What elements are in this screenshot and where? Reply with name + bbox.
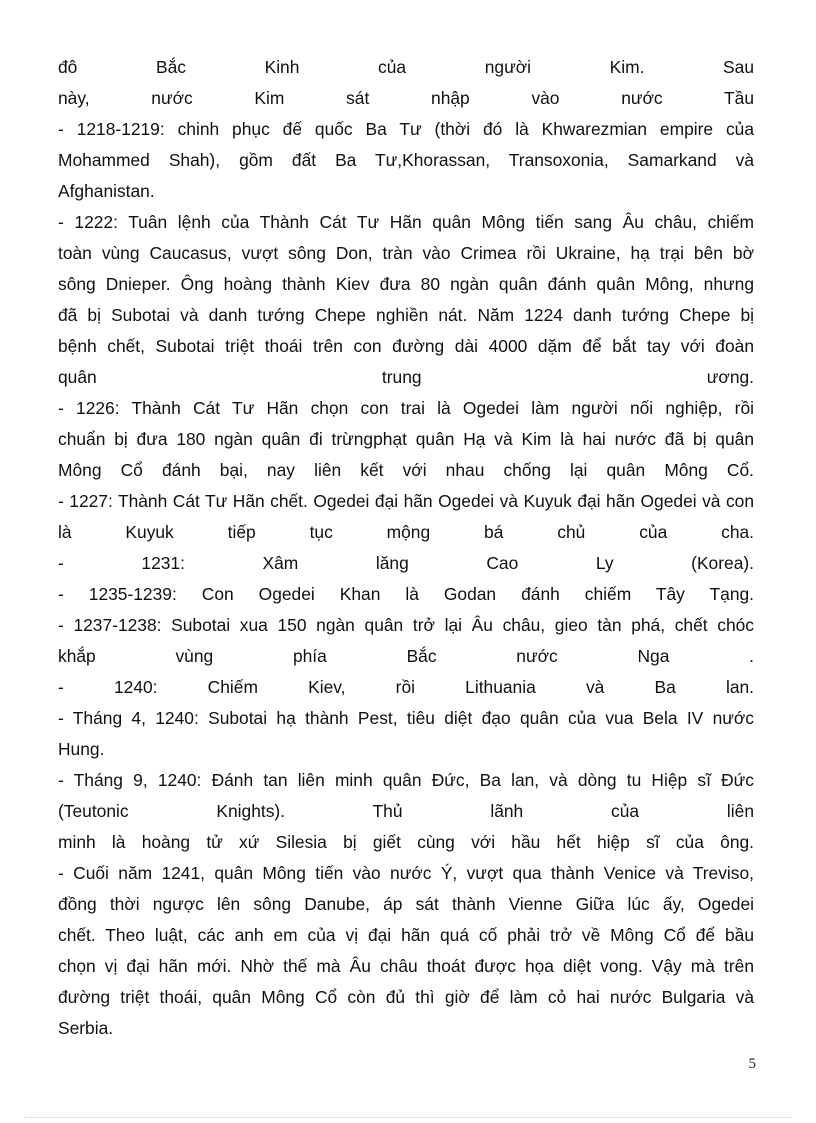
text-line: quân trung ương. <box>58 367 754 387</box>
text-line: - 1222: Tuân lệnh của Thành Cát Tư Hãn quân Mông tiến sang Âu châu, chiếm <box>58 212 754 232</box>
page-number: 5 <box>748 1056 756 1072</box>
text-line: - 1218-1219: chinh phục đế quốc Ba Tư (thời đó là Khwarezmian empire của <box>58 119 754 139</box>
text-line: Afghanistan. <box>58 181 155 201</box>
text-line: này, nước Kim sát nhập vào nước Tầu <box>58 88 754 108</box>
page-bottom-rule <box>24 1117 792 1118</box>
text-line: sông Dnieper. Ông hoàng thành Kiev đưa 80 ngàn quân đánh quân Mông, nhưng <box>58 274 754 294</box>
text-line: toàn vùng Caucasus, vượt sông Don, tràn vào Crimea rồi Ukraine, hạ trại bên bờ <box>58 243 754 263</box>
text-line: - 1240: Chiếm Kiev, rồi Lithuania và Ba lan. <box>58 677 754 697</box>
text-line: - 1227: Thành Cát Tư Hãn chết. Ogedei đại hãn Ogedei và Kuyuk đại hãn Ogedei và con <box>58 491 754 511</box>
text-line: khắp vùng phía Bắc nước Nga . <box>58 646 754 666</box>
body-text <box>58 52 754 1044</box>
text-line: - 1231: Xâm lăng Cao Ly (Korea). <box>58 553 754 573</box>
text-line: Mông Cổ đánh bại, nay liên kết với nhau chống lại quân Mông Cổ. <box>58 460 754 480</box>
text-line: bệnh chết, Subotai triệt thoái trên con đường dài 4000 dặm để bắt tay với đoàn <box>58 336 754 356</box>
text-line: đã bị Subotai và danh tướng Chepe nghiền nát. Năm 1224 danh tướng Chepe bị <box>58 305 754 325</box>
text-line: - 1237-1238: Subotai xua 150 ngàn quân trở lại Âu châu, gieo tàn phá, chết chóc <box>58 615 754 635</box>
text-line: chết. Theo luật, các anh em của vị đại hãn quá cố phải trở về Mông Cổ để bầu <box>58 925 754 945</box>
text-line: đô Bắc Kinh của người Kim. Sau <box>58 57 754 77</box>
text-line: đường triệt thoái, quân Mông Cổ còn đủ thì giờ để làm cỏ hai nước Bulgaria và <box>58 987 754 1007</box>
text-line: Mohammed Shah), gồm đất Ba Tư,Khorassan, Transoxonia, Samarkand và <box>58 150 754 170</box>
text-line: - 1226: Thành Cát Tư Hãn chọn con trai là Ogedei làm người nối nghiệp, rồi <box>58 398 754 418</box>
text-line: Hung. <box>58 739 105 759</box>
text-line: - Cuối năm 1241, quân Mông tiến vào nước Ý, vượt qua thành Venice và Treviso, <box>58 863 754 883</box>
text-line: (Teutonic Knights). Thủ lãnh của liên <box>58 801 754 821</box>
text-line: Serbia. <box>58 1018 114 1038</box>
text-line: - 1235-1239: Con Ogedei Khan là Godan đánh chiếm Tây Tạng. <box>58 584 754 604</box>
text-line: - Tháng 4, 1240: Subotai hạ thành Pest, tiêu diệt đạo quân của vua Bela IV nước <box>58 708 754 728</box>
text-line: chọn vị đại hãn mới. Nhờ thế mà Âu châu thoát được họa diệt vong. Vậy mà trên <box>58 956 754 976</box>
text-line: - Tháng 9, 1240: Đánh tan liên minh quân Đức, Ba lan, và dòng tu Hiệp sĩ Đức <box>58 770 754 790</box>
text-line: chuẩn bị đưa 180 ngàn quân đi trừngphạt quân Hạ và Kim là hai nước đã bị quân <box>58 429 754 449</box>
text-line: là Kuyuk tiếp tục mộng bá chủ của cha. <box>58 522 754 542</box>
text-line: đồng thời ngược lên sông Danube, áp sát thành Vienne Giữa lúc ấy, Ogedei <box>58 894 754 914</box>
text-line: minh là hoàng tử xứ Silesia bị giết cùng với hầu hết hiệp sĩ của ông. <box>58 832 754 852</box>
